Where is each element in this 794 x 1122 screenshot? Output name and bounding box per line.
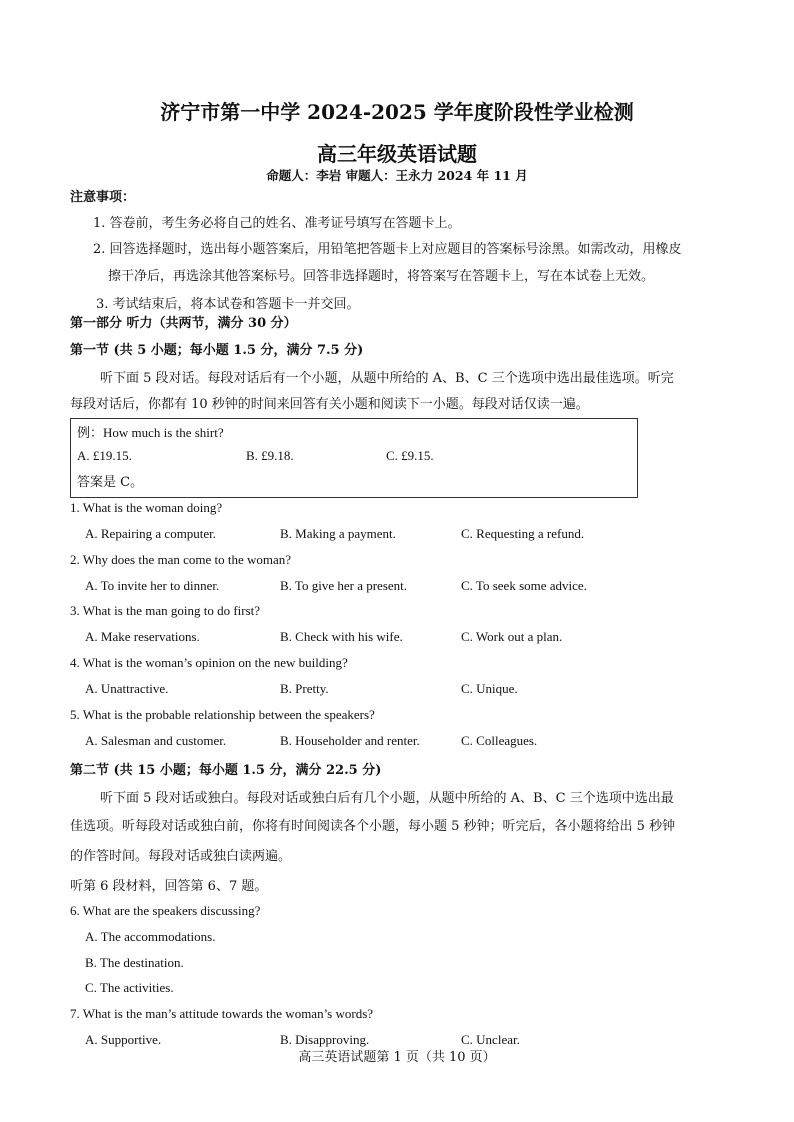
section1-heading: 第一节 (共 5 小题；每小题 1.5 分，满分 7.5 分)	[70, 343, 364, 358]
question-4-option-b: B. Pretty.	[280, 681, 329, 696]
question-7: 7. What is the man’s attitude towards the woman’s words?	[70, 1006, 374, 1021]
section1-instruction-line2: 每段对话后，你都有 10 秒钟的时间来回答有关小题和阅读下一小题。每段对话仅读一遍。	[70, 397, 589, 412]
example-answer: 答案是 C。	[77, 475, 144, 490]
section2-instruction-line1: 听下面 5 段对话或独白。每段对话或独白后有几个小题，从题中所给的 A、B、C 三个选项中选出最	[100, 791, 674, 806]
example-option-b: B. £9.18.	[246, 448, 294, 463]
question-3-option-a: A. Make reservations.	[85, 629, 200, 644]
question-2: 2. Why does the man come to the woman?	[70, 552, 292, 567]
example-box	[70, 418, 638, 498]
section2-instruction-line3: 的作答时间。每段对话或独白读两遍。	[70, 849, 292, 864]
question-6-option-c: C. The activities.	[85, 980, 174, 995]
question-4: 4. What is the woman’s opinion on the new building?	[70, 655, 348, 670]
question-4-option-c: C. Unique.	[461, 681, 518, 696]
section2-instruction-line2: 佳选项。听每段对话或独白前，你将有时间阅读各个小题，每小题 5 秒钟；听完后，各小题将给出 5 秒钟	[70, 819, 676, 834]
question-6-option-a: A. The accommodations.	[85, 929, 216, 944]
example-option-a: A. £19.15.	[77, 448, 132, 463]
notice-item-2-line2: 擦干净后，再选涂其他答案标号。回答非选择题时，将答案写在答题卡上，写在本试卷上无效。	[108, 269, 655, 284]
question-7-option-b: B. Disapproving.	[280, 1032, 370, 1047]
question-2-option-c: C. To seek some advice.	[461, 578, 587, 593]
part1-heading: 第一部分 听力（共两节，满分 30 分）	[70, 316, 297, 331]
question-2-option-a: A. To invite her to dinner.	[85, 578, 220, 593]
question-1: 1. What is the woman doing?	[70, 500, 223, 515]
question-5-option-a: A. Salesman and customer.	[85, 733, 227, 748]
notice-item-1: 1. 答卷前，考生务必将自己的姓名、准考证号填写在答题卡上。	[93, 216, 461, 231]
question-6: 6. What are the speakers discussing?	[70, 903, 261, 918]
question-5: 5. What is the probable relationship between the speakers?	[70, 707, 375, 722]
exam-authors: 命题人：李岩 审题人：王永力 2024 年 11 月	[266, 168, 528, 183]
question-1-option-a: A. Repairing a computer.	[85, 526, 217, 541]
question-1-option-c: C. Requesting a refund.	[461, 526, 585, 541]
exam-title: 济宁市第一中学 2024-2025 学年度阶段性学业检测	[160, 100, 634, 124]
page-footer: 高三英语试题第 1 页（共 10 页）	[298, 1050, 496, 1065]
question-7-option-a: A. Supportive.	[85, 1032, 162, 1047]
question-2-option-b: B. To give her a present.	[280, 578, 408, 593]
notice-heading: 注意事项：	[70, 190, 136, 205]
question-6-option-b: B. The destination.	[85, 955, 184, 970]
question-3-option-b: B. Check with his wife.	[280, 629, 403, 644]
question-3-option-c: C. Work out a plan.	[461, 629, 563, 644]
question-4-option-a: A. Unattractive.	[85, 681, 169, 696]
example-question: 例：How much is the shirt?	[77, 425, 224, 440]
section2-heading: 第二节 (共 15 小题；每小题 1.5 分，满分 22.5 分)	[70, 763, 382, 778]
exam-subtitle: 高三年级英语试题	[317, 142, 477, 166]
question-5-option-c: C. Colleagues.	[461, 733, 538, 748]
question-3: 3. What is the man going to do first?	[70, 603, 261, 618]
question-5-option-b: B. Householder and renter.	[280, 733, 420, 748]
example-option-c: C. £9.15.	[386, 448, 434, 463]
section1-instruction-line1: 听下面 5 段对话。每段对话后有一个小题，从题中所给的 A、B、C 三个选项中选出最佳选项。听完	[100, 371, 674, 386]
notice-item-2-line1: 2. 回答选择题时，选出每小题答案后，用铅笔把答题卡上对应题目的答案标号涂黑。如需改动，用橡皮	[93, 242, 682, 257]
material-6-instruction: 听第 6 段材料，回答第 6、7 题。	[70, 879, 268, 894]
question-7-option-c: C. Unclear.	[461, 1032, 520, 1047]
notice-item-3: 3. 考试结束后，将本试卷和答题卡一并交回。	[96, 297, 360, 312]
question-1-option-b: B. Making a payment.	[280, 526, 396, 541]
